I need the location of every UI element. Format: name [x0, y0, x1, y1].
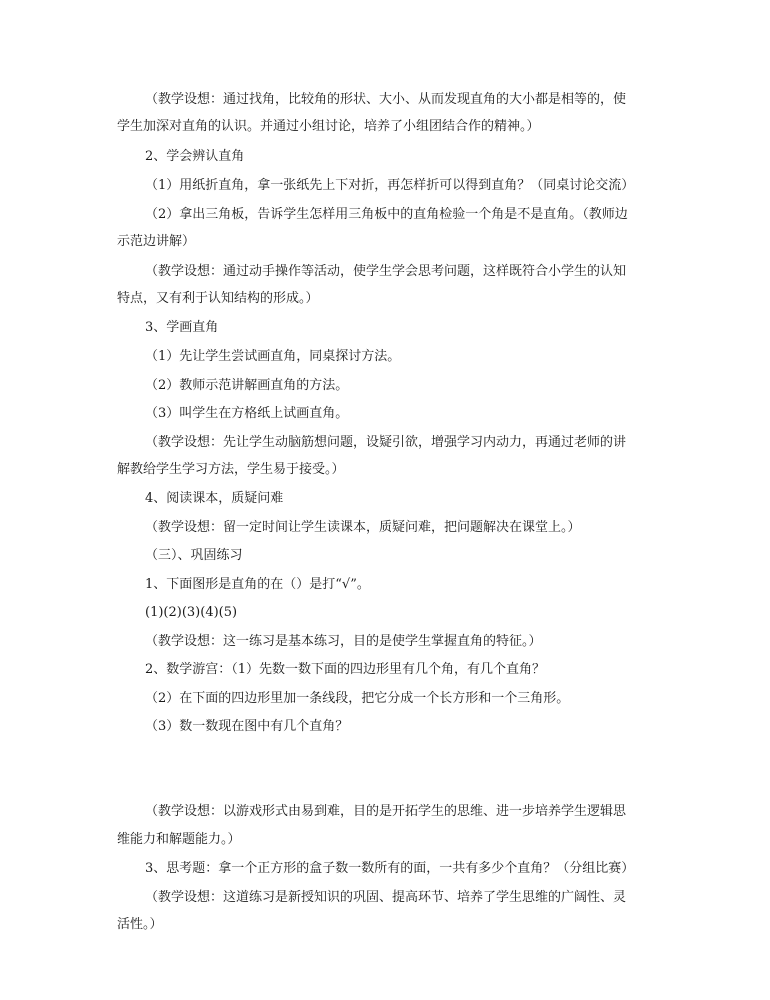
- paragraph-design-note-3: [145, 433, 626, 453]
- text-line: 特点，又有利于认知结构的形成。）: [117, 291, 319, 306]
- text-line: （1）先让学生尝试画直角，同桌探讨方法。: [145, 349, 401, 364]
- paragraph-design-note-6: [145, 802, 626, 822]
- text-line: 解教给学生学习方法，学生易于接受。）: [117, 462, 345, 477]
- paragraph-design-note-2-cont: [117, 289, 319, 309]
- exercise-3: [145, 859, 634, 879]
- text-line: （教学设想：先让学生动脑筋想问题，设疑引欲，增强学习内动力，再通过老师的讲: [145, 435, 627, 450]
- paragraph-design-note-6-cont: [117, 830, 241, 850]
- list-item: [145, 376, 348, 396]
- text-line: （教学设想：这一练习是基本练习，目的是使学生掌握直角的特征。）: [145, 634, 542, 649]
- list-item: [145, 205, 628, 225]
- paragraph-design-note-4: [145, 518, 581, 538]
- list-item: [145, 347, 400, 367]
- section-heading-practice: [145, 546, 243, 566]
- paragraph-design-note-2: [145, 262, 626, 282]
- paragraph-design-note-5: [145, 632, 542, 652]
- text-line: 3、思考题：拿一个正方形的盒子数一数所有的面，一共有多少个直角？（分组比赛）: [145, 861, 635, 876]
- text-line: 3、学画直角: [145, 320, 219, 335]
- section-heading-3: [145, 318, 218, 338]
- text-line: （三）、巩固练习: [145, 548, 243, 563]
- text-line: （教学设想：这道练习是新授知识的巩固、提高环节、培养了学生思维的广阔性、灵: [145, 890, 627, 905]
- paragraph-design-note-3-cont: [117, 460, 345, 480]
- list-item: [145, 176, 634, 196]
- text-line: 2、数学游宫：（1）先数一数下面的四边形里有几个角，有几个直角？: [145, 662, 546, 677]
- text-line: 维能力和解题能力。）: [117, 832, 241, 847]
- paragraph-design-note-1-cont: [117, 117, 540, 137]
- paragraph-design-note-7: [145, 888, 626, 908]
- text-line: （2）拿出三角板，告诉学生怎样用三角板中的直角检验一个角是不是直角。（教师边: [145, 207, 628, 222]
- text-line: 2、学会辨认直角: [145, 149, 245, 164]
- text-line: （教学设想：通过找角，比较角的形状、大小、从而发现直角的大小都是相等的，使: [145, 92, 627, 107]
- text-line: （教学设想：通过动手操作等活动，使学生学会思考问题，这样既符合小学生的认知: [145, 264, 627, 279]
- list-item: [145, 404, 348, 424]
- text-line: （3）数一数现在图中有几个直角？: [145, 719, 349, 734]
- text-line: （教学设想：留一定时间让学生读课本，质疑问难，把问题解决在课堂上。）: [145, 520, 581, 535]
- text-line: 4、阅读课本，质疑问难: [145, 491, 284, 506]
- text-line: 学生加深对直角的认识。并通过小组讨论，培养了小组团结合作的精神。）: [117, 119, 540, 134]
- section-heading-4: [145, 489, 283, 509]
- text-line: （教学设想：以游戏形式由易到难，目的是开拓学生的思维、进一步培养学生逻辑思: [145, 804, 627, 819]
- paragraph-design-note-7-cont: [117, 915, 163, 935]
- section-heading-2: [145, 147, 244, 167]
- text-line: 活性。）: [117, 917, 163, 932]
- text-line: （2）在下面的四边形里加一条线段，把它分成一个长方形和一个三角形。: [145, 691, 570, 706]
- text-line: （1）用纸折直角，拿一张纸先上下对折，再怎样折可以得到直角？（同桌讨论交流）: [145, 178, 635, 193]
- text-line: (1)(2)(3)(4)(5): [145, 605, 238, 620]
- exercise-1-options: [145, 603, 237, 623]
- list-item-cont: [117, 232, 195, 252]
- exercise-1: [145, 575, 370, 595]
- exercise-2: [145, 660, 545, 680]
- list-item: [145, 689, 569, 709]
- paragraph-design-note-1: [145, 90, 626, 110]
- text-line: （3）叫学生在方格纸上试画直角。: [145, 406, 349, 421]
- text-line: 1、下面图形是直角的在（）是打“√”。: [145, 577, 370, 592]
- text-line: 示范边讲解）: [117, 234, 196, 249]
- list-item: [145, 717, 348, 737]
- text-line: （2）教师示范讲解画直角的方法。: [145, 378, 349, 393]
